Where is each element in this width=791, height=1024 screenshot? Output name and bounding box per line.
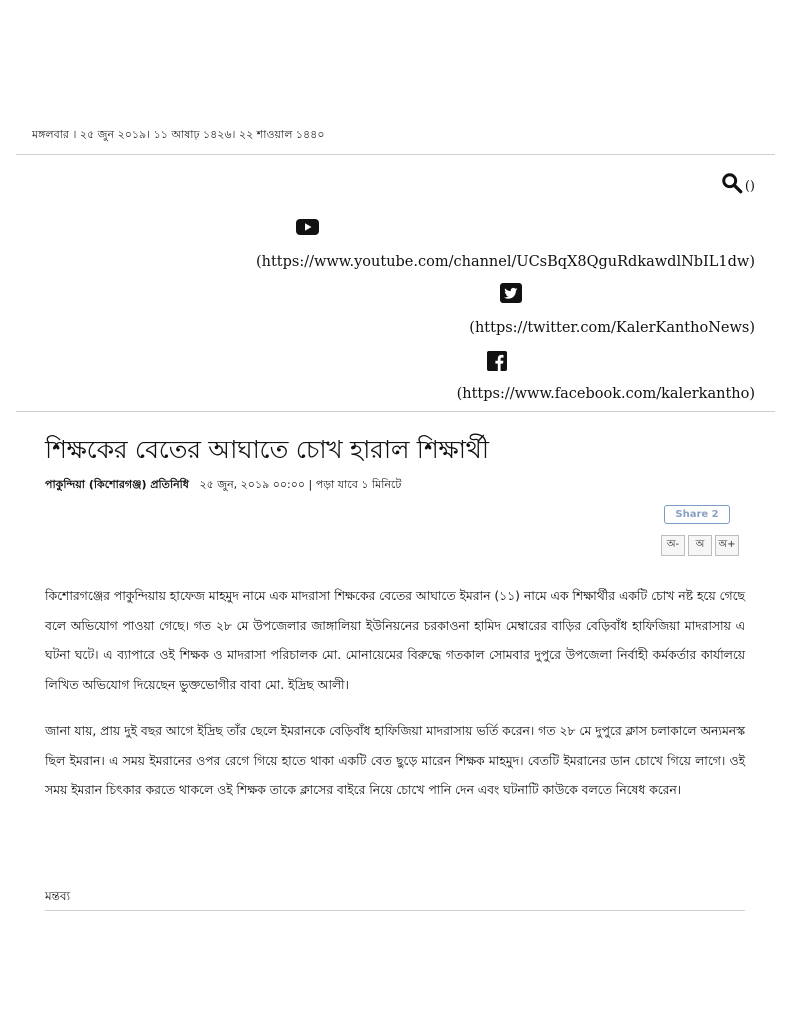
social-divider (16, 411, 775, 412)
search-icon[interactable] (721, 172, 743, 194)
article-headline: শিক্ষকের বেতের আঘাতে চোখ হারাল শিক্ষার্থী (45, 435, 489, 464)
twitter-icon[interactable] (500, 283, 522, 303)
font-reset-button[interactable]: অ (688, 535, 712, 556)
font-increase-button[interactable]: অ+ (715, 535, 739, 556)
article-paragraph: কিশোরগঞ্জের পাকুন্দিয়ায় হাফেজ মাহমুদ নামে এক মাদরাসা শিক্ষকের বেতের আঘাতে ইমরান (১১) নামে এক শিক্ষার্থীর একটি চোখ নষ্ট হয়ে গেছে বলে অভিযোগ পাওয়া গেছে। গত ২৮ মে উপজেলার জাঙ্গালিয়া ইউনিয়নের চরকাওনা হামিদ মেম্বারের বাড়ির বেড়িবাঁধ হাফিজিয়া মাদরাসায় এ ঘটনা ঘটে। এ ব্যাপারে ওই শিক্ষক ও মাদরাসা পরিচালক মো. মোনায়েমের বিরুদ্ধে গতকাল সোমবার দুপুরে উপজেলা নির্বাহী কর্মকর্তার কার্যালয়ে লিখিত অভিযোগ দিয়েছেন ভুক্তভোগীর বাবা মো. ইদ্রিছ আলী। (45, 589, 745, 692)
header-divider (16, 154, 775, 155)
date-line: মঙ্গলবার । ২৫ জুন ২০১৯। ১১ আষাঢ় ১৪২৬। ২২ শাওয়াল ১৪৪০ (32, 128, 325, 141)
search-link[interactable] (721, 172, 755, 194)
facebook-icon[interactable] (487, 351, 507, 371)
article-paragraph: জানা যায়, প্রায় দুই বছর আগে ইদ্রিছ তাঁর ছেলে ইমরানকে বেড়িবাঁধ হাফিজিয়া মাদরাসায় ভর্তি করেন। গত ২৮ মে দুপুরে ক্লাস চলাকালে অন্যমনস্ক ছিল ইমরান। এ সময় ইমরানের ওপর রেগে গিয়ে হাতে থাকা একটি বেত ছুড়ে মারেন শিক্ষক মাহমুদ। বেতটি ইমরানের ডান চোখে গিয়ে লাগে। ওই সময় ইমরান চিৎকার করতে থাকলে ওই শিক্ষক তাকে ক্লাসের বাইরে নিয়ে চোখে পানি দেন এবং ঘটনাটি কাউকে বলতে নিষেধ করেন। (45, 724, 745, 797)
search-link-text[interactable]: () (744, 179, 755, 194)
article-published: ২৫ জুন, ২০১৯ ০০:০০ | পড়া যাবে ১ মিনিটে (199, 478, 402, 491)
article-author: পাকুন্দিয়া (কিশোরগঞ্জ) প্রতিনিধি (45, 478, 189, 491)
youtube-link[interactable]: (https://www.youtube.com/channel/UCsBqX8QguRdkawdlNbIL1dw) (255, 254, 755, 270)
comments-divider (45, 910, 745, 911)
share-button[interactable]: Share 2 (664, 505, 730, 524)
font-decrease-button[interactable]: অ- (661, 535, 685, 556)
youtube-icon[interactable] (296, 219, 319, 235)
twitter-link[interactable]: (https://twitter.com/KalerKanthoNews) (469, 320, 755, 336)
font-size-controls (661, 535, 739, 556)
facebook-link[interactable]: (https://www.facebook.com/kalerkantho) (456, 386, 755, 402)
comments-heading: মন্তব্য (45, 889, 71, 903)
article-byline (45, 476, 401, 495)
